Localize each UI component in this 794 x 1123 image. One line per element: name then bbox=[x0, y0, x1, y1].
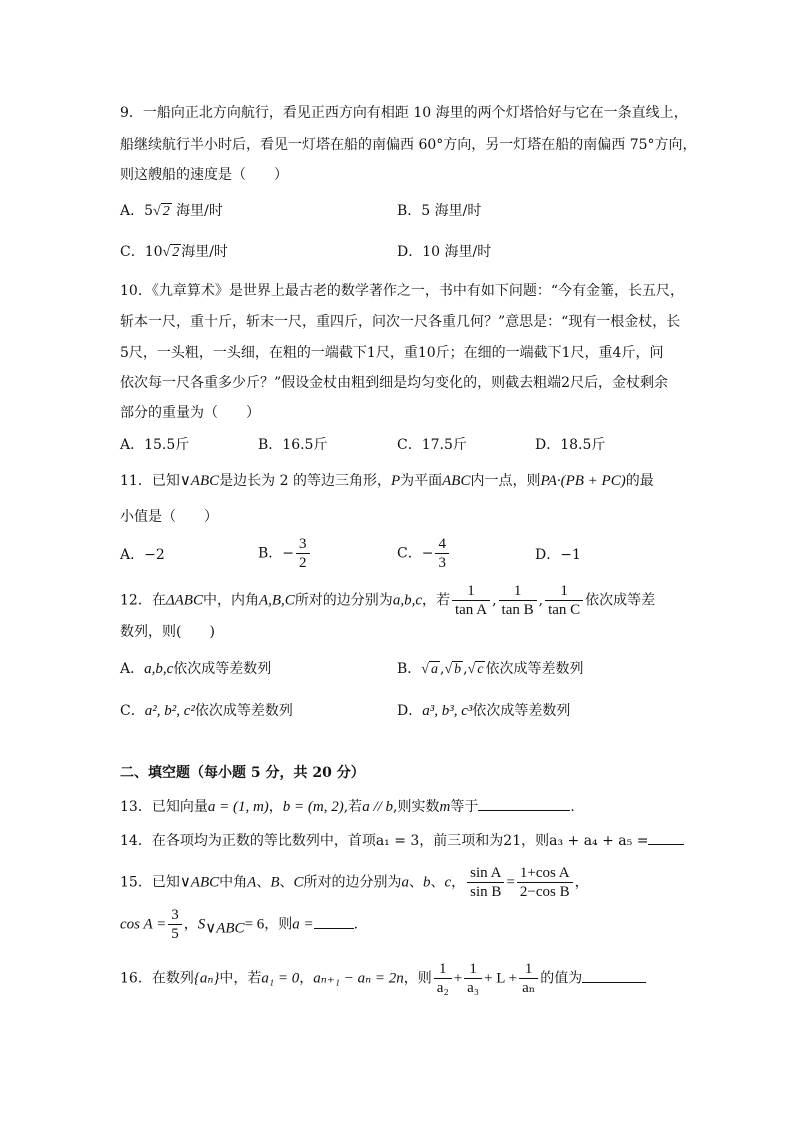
sqrt-symbol: √ 2 bbox=[153, 204, 170, 219]
q10-stem-line-3: 5尺，一头粗，一头细，在粗的一端截下1尺，重10斤；在细的一端截下1尺，重4斤，问 bbox=[120, 345, 664, 361]
fraction: $\frac{1}{\text{aₙ}}$ bbox=[519, 960, 538, 997]
q13-stem: 13．已知向量a = (1, m)，b = (m, 2),若a // b,则实数m等于 . bbox=[120, 796, 575, 818]
q12-option-a[interactable]: A．a,b,c依次成等差数列 bbox=[120, 661, 272, 677]
fraction: $\frac{\text{sin A}}{\text{sin B}}$ bbox=[467, 864, 504, 901]
section-title-fill-in: 二、填空题（每小题 5 分，共 20 分） bbox=[120, 765, 365, 781]
q10-stem-line-1: 10．《九章算术》是世界上最古老的数学著作之一，书中有如下问题：“今有金箠，长五尺， bbox=[120, 283, 684, 299]
q11-option-d[interactable]: D．−1 bbox=[535, 547, 581, 563]
fraction: $\frac{3}{5}$ bbox=[168, 906, 182, 943]
q10-stem-line-4: 依次每一尺各重多少斤？”假设金杖由粗到细是均匀变化的，则截去粗端2尺后，金杖剩余 bbox=[120, 375, 669, 391]
q10-stem-line-2: 斩本一尺，重十斤，斩末一尺，重四斤，问次一尺各重几何？”意思是：“现有一根金杖，长 bbox=[120, 314, 681, 330]
vector-expression: PA·(PB + PC) bbox=[540, 473, 626, 489]
fraction: $\frac{1}{\text{tan B}}$ bbox=[499, 582, 537, 619]
fraction: $\frac{1}{\text{a₃}}$ bbox=[464, 960, 482, 997]
fraction: $\frac{1}{\text{tan A}}$ bbox=[452, 582, 490, 619]
q9-option-b[interactable]: B．5 海里/时 bbox=[397, 203, 482, 219]
q12-stem-line-2: 数列，则( ) bbox=[120, 624, 215, 640]
triangle-symbol: ∨ABC bbox=[179, 473, 220, 489]
sqrt-symbol: √ a bbox=[421, 662, 438, 677]
q15-stem-line-1: 15．已知∨ABC中角A、B、C所对的边分别为a、b、c， $\frac{\text{sin A}}{\text{sin B}}$ = $\frac{\text{1+cos A}}{\text{2−cos B}}$ ， bbox=[120, 865, 589, 900]
q9-option-a[interactable]: A．5√ 2 海里/时 bbox=[120, 200, 223, 223]
q11-option-c[interactable]: C．− $\frac{4}{3}$ bbox=[397, 535, 451, 572]
q15-stem-line-2: cos A = $\frac{3}{5}$ ，$S_{\vee ABC}= 6$，则a = . bbox=[120, 907, 359, 942]
fraction: $\frac{4}{3}$ bbox=[435, 535, 449, 572]
q10-stem-line-5: 部分的重量为（ ） bbox=[120, 405, 260, 421]
fraction: $\frac{1}{\text{tan C}}$ bbox=[545, 582, 583, 619]
q10-option-c[interactable]: C．17.5斤 bbox=[397, 437, 467, 453]
vector-b: b = (m, 2) bbox=[282, 799, 344, 815]
vector-a: a = (1, m) bbox=[207, 799, 269, 815]
q12-option-b[interactable]: B．√ a ,√ b ,√ c 依次成等差数列 bbox=[397, 658, 583, 681]
q9-option-c[interactable]: C．10√ 2 海里/时 bbox=[120, 241, 228, 264]
q9-option-d[interactable]: D．10 海里/时 bbox=[397, 244, 492, 260]
q9-stem-line-3: 则这艘船的速度是（ ） bbox=[120, 167, 288, 183]
q12-stem-line-1: 12．在ΔABC中，内角A,B,C所对的边分别为a,b,c，若 $\frac{1}{\text{tan A}}$ , $\frac{1}{\text{tan B}}$ , $\frac{1}{\text{tan C}}$ 依次成等差 bbox=[120, 583, 656, 618]
fraction: $\frac{3}{2}$ bbox=[296, 535, 310, 572]
q9-stem-line-2: 船继续航行半小时后，看见一灯塔在船的南偏西 60°方向，另一灯塔在船的南偏西 75°方向， bbox=[120, 137, 697, 153]
q11-option-a[interactable]: A．−2 bbox=[120, 547, 165, 563]
answer-blank[interactable] bbox=[582, 968, 646, 983]
fraction: $\frac{1}{\text{a₂}}$ bbox=[434, 960, 452, 997]
q14-stem: 14．在各项均为正数的等比数列中，首项a₁ = 3，前三项和为21，则a₃ + a₄ + a₅ = bbox=[120, 830, 684, 852]
q11-stem-line-1: 11．已知∨ABC是边长为 2 的等边三角形，P为平面ABC内一点，则PA·(PB + PC)的最 bbox=[120, 473, 654, 489]
q10-option-d[interactable]: D．18.5斤 bbox=[535, 437, 606, 453]
q12-option-c[interactable]: C．a², b², c²依次成等差数列 bbox=[120, 703, 293, 719]
q9-option-c-label: C．10 bbox=[120, 244, 163, 260]
answer-blank[interactable] bbox=[478, 796, 570, 811]
q10-option-a[interactable]: A．15.5斤 bbox=[120, 437, 190, 453]
q11-stem-line-2: 小值是（ ） bbox=[120, 509, 218, 525]
q16-stem: 16．在数列{aₙ}中，若a₁ = 0，aₙ₊₁ − aₙ = 2n，则 $\frac{1}{\text{a₂}}$ + $\frac{1}{\text{a₃}}$ + L + $\frac{1}{\text{aₙ}}$ 的值为 bbox=[120, 960, 646, 997]
answer-blank[interactable] bbox=[648, 830, 684, 845]
q9-option-a-label: A．5 bbox=[120, 203, 154, 219]
sqrt-symbol: √ 2 bbox=[162, 245, 180, 260]
q12-option-d[interactable]: D．a³, b³, c³依次成等差数列 bbox=[397, 703, 571, 719]
sqrt-symbol: √ b bbox=[444, 662, 462, 677]
fraction: $\frac{\text{1+cos A}}{\text{2−cos B}}$ bbox=[517, 864, 573, 901]
q10-option-b[interactable]: B．16.5斤 bbox=[258, 437, 328, 453]
sqrt-symbol: √ c bbox=[467, 662, 484, 677]
answer-blank[interactable] bbox=[314, 914, 354, 929]
q9-stem-line-1: 9．一船向正北方向航行，看见正西方向有相距 10 海里的两个灯塔恰好与它在一条直线上， bbox=[120, 105, 688, 121]
q11-option-b[interactable]: B．− $\frac{3}{2}$ bbox=[258, 535, 312, 572]
